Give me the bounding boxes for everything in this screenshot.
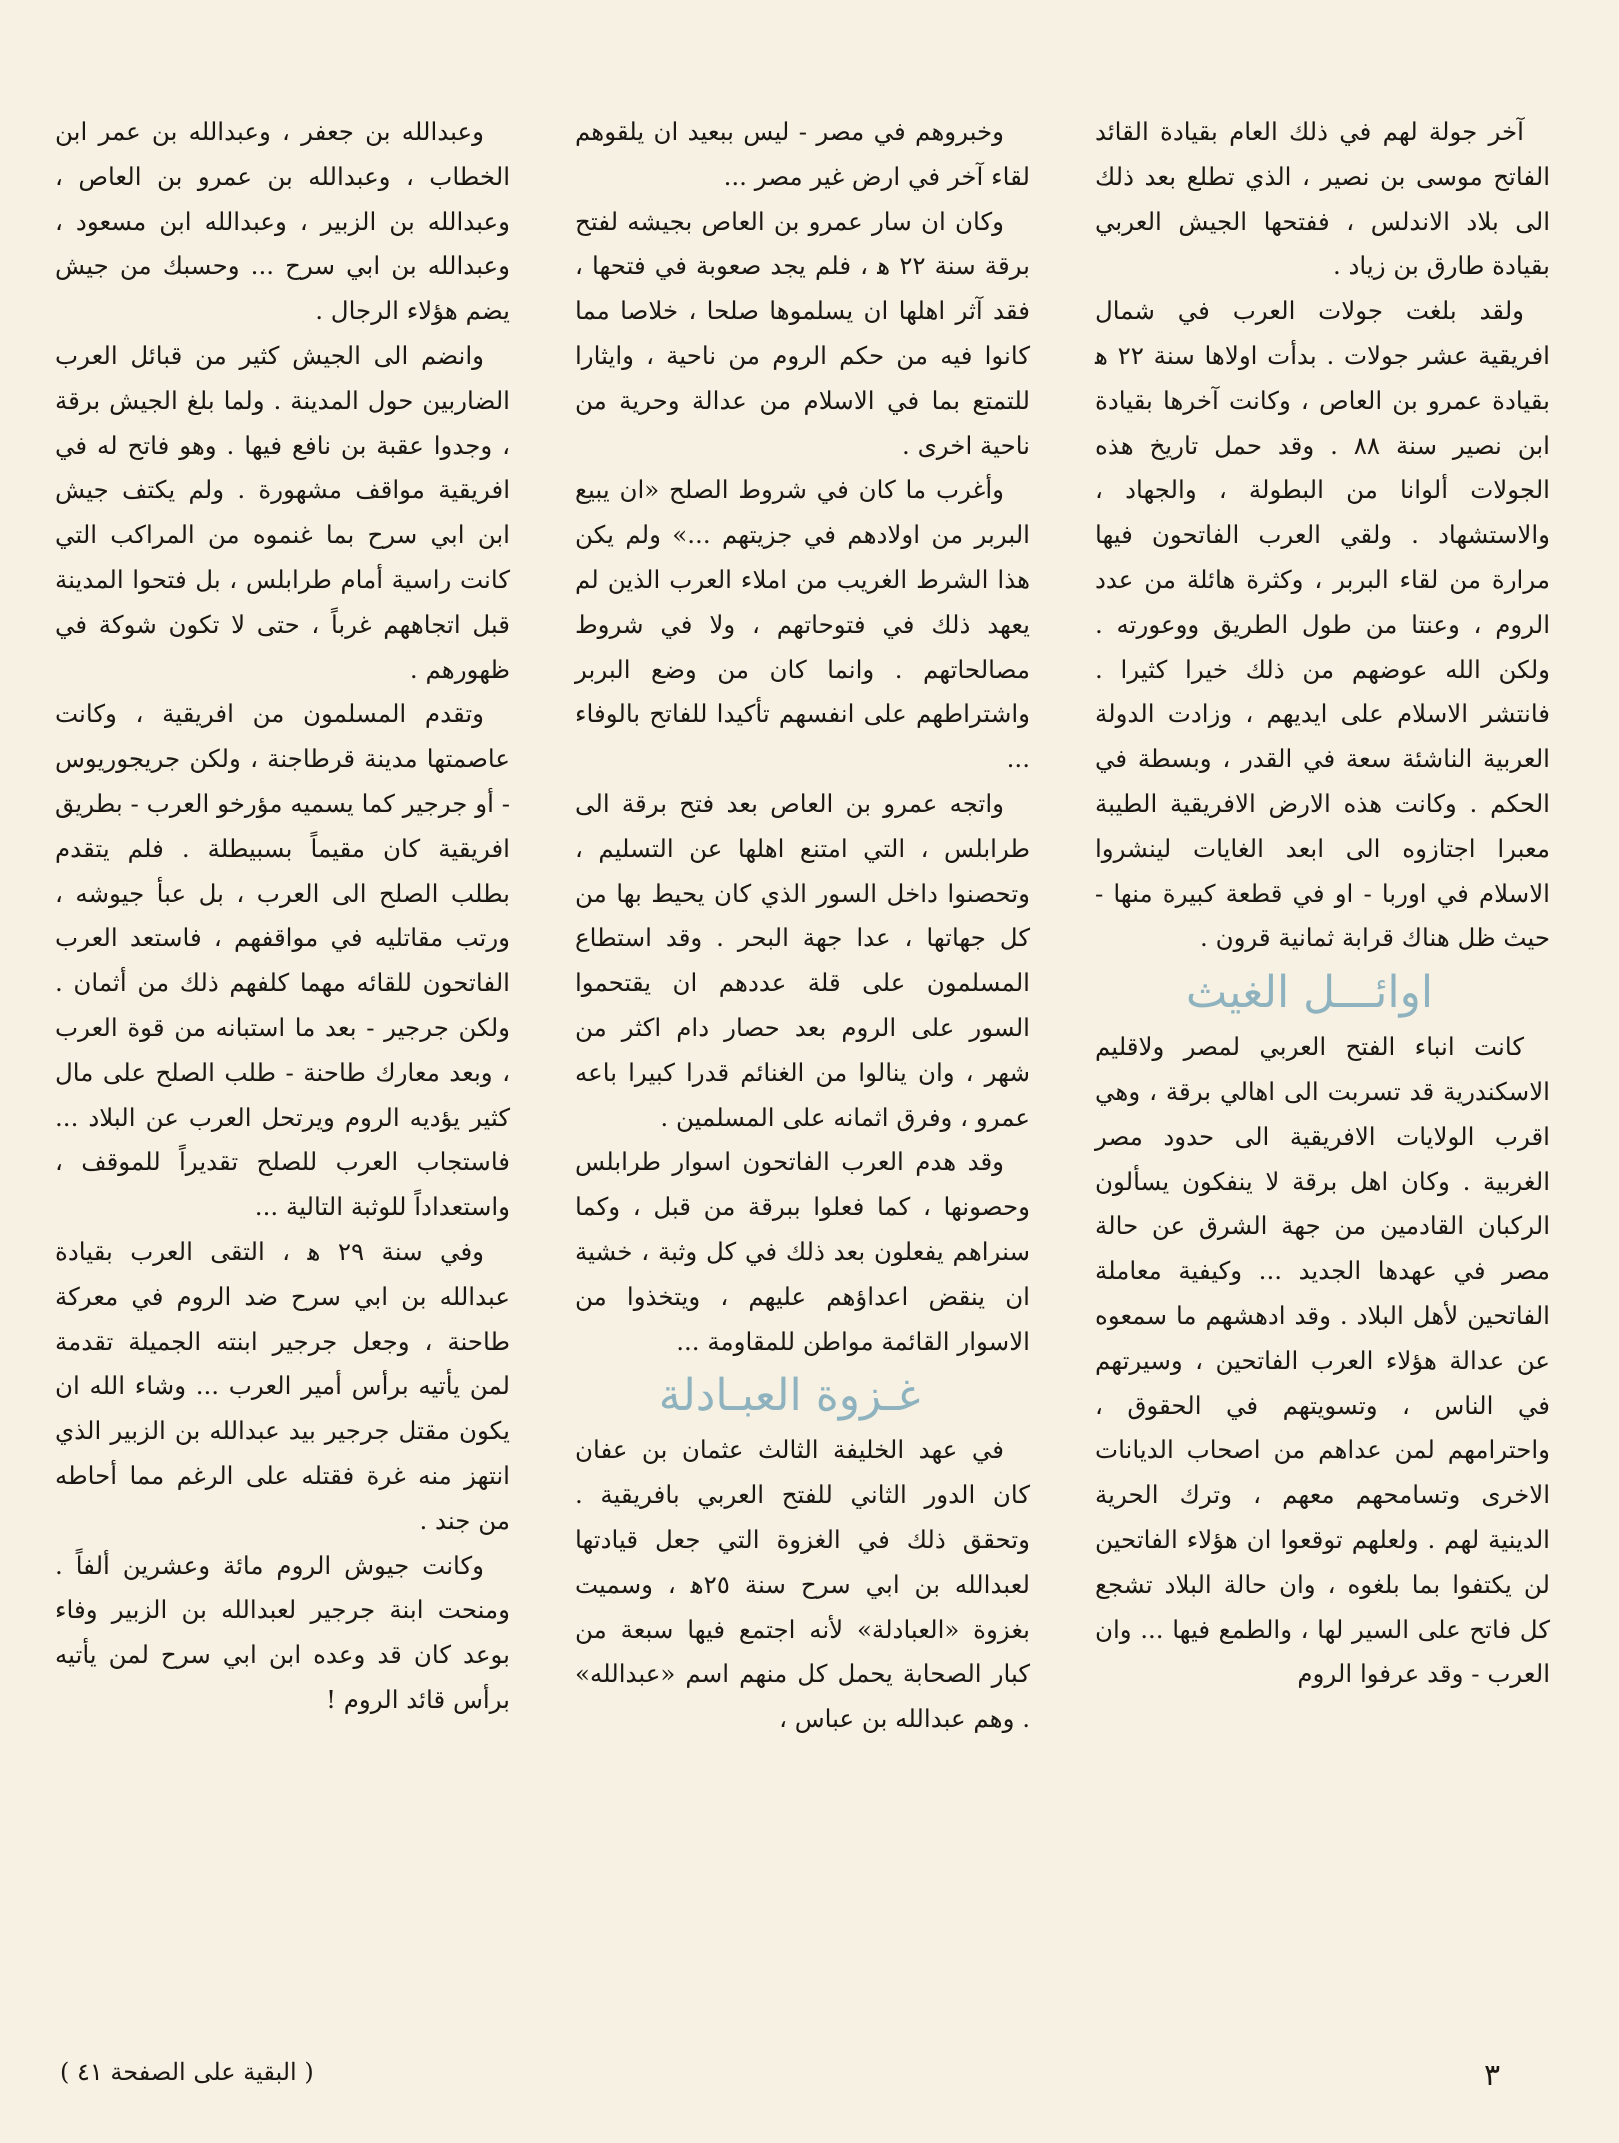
column-left — [55, 110, 510, 1723]
paragraph: وقد هدم العرب الفاتحون اسوار طرابلس وحصونها ، كما فعلوا ببرقة من قبل ، وكما سنراهم يفعلون بعد ذلك في كل وثبة ، خشية ان ينقض اعداؤهم عليهم ، ويتخذوا من الاسوار القائمة مواطن للمقاومة ... — [575, 1147, 1030, 1356]
paragraph: في عهد الخليفة الثالث عثمان بن عفان كان الدور الثاني للفتح العربي بافريقية . وتحقق ذلك في الغزوة التي جعل قيادتها لعبدالله بن ابي سرح سنة ٢٥ﻫ ، وسميت بغزوة «العبادلة» لأنه اجتمع فيها سبعة من كبار الصحابة يحمل كل منهم اسم «عبدالله» . وهم عبدالله بن عباس ، — [575, 1435, 1030, 1734]
column-middle — [575, 110, 1030, 1742]
column-right — [1095, 110, 1550, 1697]
paragraph: كانت انباء الفتح العربي لمصر ولاقليم الاسكندرية قد تسربت الى اهالي برقة ، وهي اقرب الولايات الافريقية الى حدود مصر الغربية . وكان اهل برقة لا ينفكون يسألون الركبان القادمين من جهة الشرق عن حالة مصر في عهدها الجديد ... وكيفية معاملة الفاتحين لأهل البلاد . وقد ادهشهم ما سمعوه عن عدالة هؤلاء العرب الفاتحين ، وسيرتهم في الناس ، وتسويتهم في الحقوق ، واحترامهم لمن عداهم من اصحاب الديانات الاخرى وتسامحهم معهم ، وترك الحرية الدينية لهم . ولعلهم توقعوا ان هؤلاء الفاتحين لن يكتفوا بما بلغوه ، وان حالة البلاد تشجع كل فاتح على السير لها ، والطمع فيها ... وان العرب - وقد عرفوا الروم — [1095, 1032, 1550, 1689]
paragraph: وأغرب ما كان في شروط الصلح «ان يبيع البربر من اولادهم في جزيتهم ...» ولم يكن هذا الشرط الغريب من املاء العرب الذين لم يعهد ذلك في فتوحاتهم ، ولا في شروط مصالحاتهم . وانما كان من وضع البربر واشتراطهم على انفسهم تأكيدا للفاتح بالوفاء ... — [575, 475, 1030, 774]
paragraph: وعبدالله بن جعفر ، وعبدالله بن عمر ابن الخطاب ، وعبدالله بن عمرو بن العاص ، وعبدالله بن الزبير ، وعبدالله ابن مسعود ، وعبدالله بن ابي سرح ... وحسبك من جيش يضم هؤلاء الرجال . — [55, 117, 510, 326]
paragraph: ولقد بلغت جولات العرب في شمال افريقية عشر جولات . بدأت اولاها سنة ٢٢ ﻫ بقيادة عمرو بن العاص ، وكانت آخرها بقيادة ابن نصير سنة ٨٨ . وقد حمل تاريخ هذه الجولات ألوانا من البطولة ، والجهاد ، والاستشهاد . ولقي العرب الفاتحون فيها مرارة من لقاء البربر ، وكثرة هائلة من عدد الروم ، وعنتا من طول الطريق ووعورته . ولكن الله عوضهم من ذلك خيرا كثيرا . فانتشر الاسلام على ايديهم ، وزادت الدولة العربية الناشئة سعة في القدر ، وبسطة في الحكم . وكانت هذه الارض الافريقية الطيبة معبرا اجتازوه الى ابعد الغايات لينشروا الاسلام في اوربا - او في قطعة كبيرة منها - حيث ظل هناك قرابة ثمانية قرون . — [1095, 296, 1550, 953]
section-heading: غـزوة العبـادلة — [658, 1370, 921, 1422]
paragraph: وخبروهم في مصر - ليس ببعيد ان يلقوهم لقاء آخر في ارض غير مصر ... — [575, 117, 1030, 191]
page-number: ٣ — [1484, 2058, 1501, 2093]
continued-note: ( البقية على الصفحة ٤١ ) — [60, 2058, 314, 2086]
section-heading: اوائـــل الغيث — [1185, 967, 1434, 1019]
paragraph: وكان ان سار عمرو بن العاص بجيشه لفتح برقة سنة ٢٢ ﻫ ، فلم يجد صعوبة في فتحها ، فقد آثر اهلها ان يسلموها صلحا ، خلاصا مما كانوا فيه من حكم الروم من ناحية ، وايثارا للتمتع بما في الاسلام من عدالة وحرية من ناحية اخرى . — [575, 206, 1030, 460]
paragraph: وتقدم المسلمون من افريقية ، وكانت عاصمتها مدينة قرطاجنة ، ولكن جريجوريوس - أو جرجير كما يسميه مؤرخو العرب - بطريق افريقية كان مقيماً بسبيطلة . فلم يتقدم بطلب الصلح الى العرب ، بل عبأ جيوشه ، ورتب مقاتليه في مواقفهم ، فاستعد العرب الفاتحون للقائه مهما كلفهم ذلك من أثمان . ولكن جرجير - بعد ما استبانه من قوة العرب ، وبعد معارك طاحنة - طلب الصلح على مال كثير يؤديه الروم ويرتحل العرب عن البلاد ... فاستجاب العرب للصلح تقديراً للموقف ، واستعداداً للوثبة التالية ... — [55, 699, 510, 1222]
paragraph: وكانت جيوش الروم مائة وعشرين ألفاً . ومنحت ابنة جرجير لعبدالله بن الزبير وفاء بوعد كان قد وعده ابن ابي سرح لمن يأتيه برأس قائد الروم ! — [55, 1550, 510, 1714]
paragraph: وانضم الى الجيش كثير من قبائل العرب الضاربين حول المدينة . ولما بلغ الجيش برقة ، وجدوا عقبة بن نافع فيها . وهو فاتح له في افريقية مواقف مشهورة . ولم يكتف جيش ابن ابي سرح بما غنموه من المراكب التي كانت راسية أمام طرابلس ، بل فتحوا المدينة قبل اتجاههم غرباً ، حتى لا تكون شوكة في ظهورهم . — [55, 340, 510, 684]
paragraph: آخر جولة لهم في ذلك العام بقيادة القائد الفاتح موسى بن نصير ، الذي تطلع بعد ذلك الى بلاد الاندلس ، ففتحها الجيش العربي بقيادة طارق بن زياد . — [1095, 117, 1550, 281]
paragraph: وفي سنة ٢٩ ﻫ ، التقى العرب بقيادة عبدالله بن ابي سرح ضد الروم في معركة طاحنة ، وجعل جرجير ابنته الجميلة تقدمة لمن يأتيه برأس أمير العرب ... وشاء الله ان يكون مقتل جرجير بيد عبدالله بن الزبير الذي انتهز منه غرة فقتله على الرغم مما أحاطه من جند . — [55, 1236, 510, 1535]
paragraph: واتجه عمرو بن العاص بعد فتح برقة الى طرابلس ، التي امتنع اهلها عن التسليم ، وتحصنوا داخل السور الذي كان يحيط بها من كل جهاتها ، عدا جهة البحر . وقد استطاع المسلمون على قلة عددهم ان يقتحموا السور على الروم بعد حصار دام اكثر من شهر ، وان ينالوا من الغنائم قدرا كبيرا باعه عمرو ، وفرق اثمانه على المسلمين . — [575, 788, 1030, 1132]
